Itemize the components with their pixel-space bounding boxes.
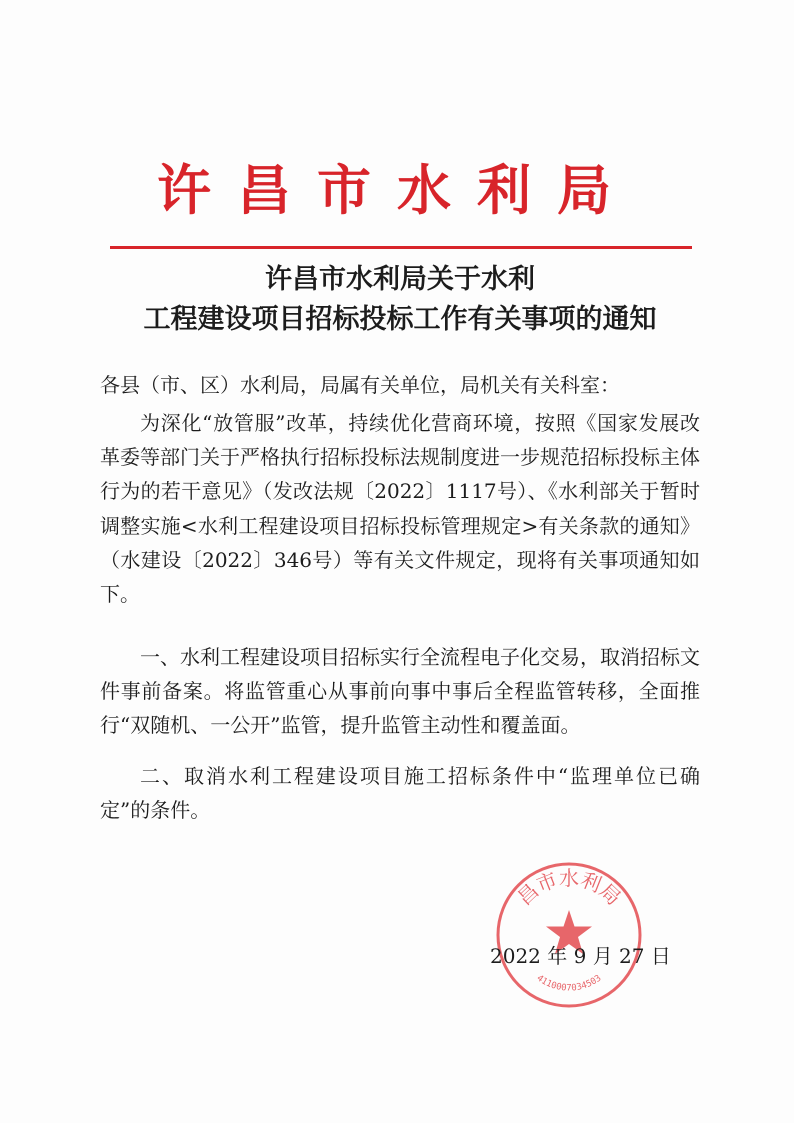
body-paragraph-intro: 为深化“放管服”改革，持续优化营商环境，按照《国家发展改革委等部门关于严格执行招标投标法规制度进一步规范招标投标主体行为的若干意见》（发改法规〔2022〕1117号）、《水利部关于暂时调整实施<水利工程建设项目招标投标管理规定>有关条款的通知》（水建设〔2022〕346号）等有关文件规定，现将有关事项通知如下。 xyxy=(100,411,700,607)
salutation: 各县（市、区）水利局，局属有关单位，局机关有关科室： xyxy=(100,373,620,397)
document-header-org-name: 许昌市水利局 xyxy=(157,158,637,222)
seal-code: 4110007034503 xyxy=(534,973,604,994)
signature-date: 2022 年 9 月 27 日 xyxy=(490,944,671,968)
official-seal-stamp xyxy=(494,860,644,1010)
seal-text: 昌市水利局 xyxy=(512,866,626,910)
body-paragraph-item-2: 二、取消水利工程建设项目施工招标条件中“监理单位已确定”的条件。 xyxy=(100,764,700,823)
document-title-line-2: 工程建设项目招标投标工作有关事项的通知 xyxy=(143,304,657,335)
document-title-line-1: 许昌市水利局关于水利 xyxy=(265,264,535,295)
body-paragraph-item-1: 一、水利工程建设项目招标实行全流程电子化交易，取消招标文件事前备案。将监管重心从事前向事中事后全程监管转移，全面推行“双随机、一公开”监管，提升监管主动性和覆盖面。 xyxy=(100,645,700,738)
header-red-divider xyxy=(110,246,692,249)
